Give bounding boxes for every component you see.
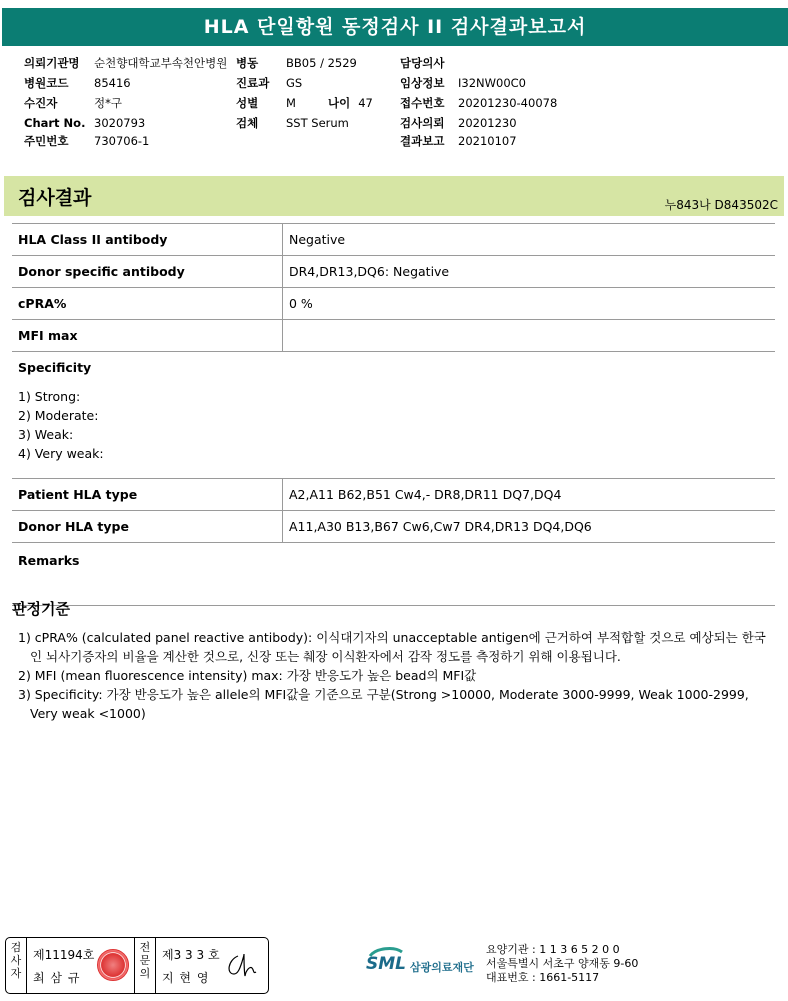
table-row (12, 320, 775, 352)
hla-class-label: HLA Class II antibody (12, 224, 283, 256)
table-row (12, 511, 775, 543)
foundation-name: 삼광의료재단 (410, 961, 474, 974)
specialist-name: 지 현 영 (162, 971, 210, 985)
spec-weak: 3) Weak: (18, 427, 74, 442)
clinical-label: 임상정보 (400, 76, 445, 90)
table-row (12, 288, 775, 320)
criteria-item-mfi: 2) MFI (mean fluorescence intensity) max: 가장 반응도가 높은 bead의 MFI값 (18, 668, 477, 683)
hospital-code-label: 병원코드 (24, 76, 69, 90)
donor-hla-value: A11,A30 B13,B67 Cw6,Cw7 DR4,DR13 DQ4,DQ6 (283, 511, 776, 543)
criteria-title: 판정기준 (12, 600, 70, 618)
dsa-value: DR4,DR13,DQ6: Negative (283, 256, 776, 288)
cpra-value: 0 % (283, 288, 776, 320)
sex-value: M (286, 96, 296, 110)
patient-hla-label: Patient HLA type (12, 479, 283, 511)
spec-very-weak: 4) Very weak: (18, 446, 104, 461)
specialist-license: 제3 3 3 호 (162, 948, 220, 962)
table-row (12, 352, 775, 479)
tester-license: 제11194호 (33, 948, 95, 962)
care-institution-no: 요양기관 : 1 1 3 6 5 2 0 0 (486, 943, 620, 956)
spec-moderate: 2) Moderate: (18, 408, 99, 423)
request-value: 20201230 (458, 116, 517, 130)
receipt-label: 접수번호 (400, 96, 445, 110)
dsa-label: Donor specific antibody (12, 256, 283, 288)
specificity-label: Specificity (18, 360, 92, 375)
recipient-label: 수진자 (24, 96, 58, 110)
hospital-code-value: 85416 (94, 76, 131, 90)
report-value: 20210107 (458, 134, 517, 148)
dept-value: GS (286, 76, 303, 90)
specimen-label: 검체 (236, 116, 259, 130)
age-value: 47 (358, 96, 373, 110)
dept-label: 진료과 (236, 76, 270, 90)
lab-contact (486, 943, 638, 985)
request-label: 검사의뢰 (400, 116, 445, 130)
sml-brand: SML (366, 954, 406, 974)
recipient-value: 정*구 (94, 96, 122, 110)
report-label: 결과보고 (400, 134, 445, 148)
hla-class-value: Negative (283, 224, 776, 256)
mfi-label: MFI max (12, 320, 283, 352)
signature-icon (224, 952, 258, 978)
ward-label: 병동 (236, 56, 259, 70)
remarks-label: Remarks (12, 543, 775, 606)
patient-hla-value: A2,A11 B62,B51 Cw4,- DR8,DR11 DQ7,DQ4 (283, 479, 776, 511)
tester-label: 검사자 (10, 941, 22, 980)
lab-phone: 대표번호 : 1661-5117 (486, 971, 600, 984)
clinical-value: I32NW00C0 (458, 76, 526, 90)
resident-value: 730706-1 (94, 134, 150, 148)
sex-label: 성별 (236, 96, 259, 110)
chart-value: 3020793 (94, 116, 146, 130)
results-heading: 검사결과 (18, 187, 92, 209)
criteria-item-cpra: 1) cPRA% (calculated panel reactive antibody): 이식대기자의 unacceptable antigen에 근거하여 부적합할 것으로 예상되는 한국인 뇌사기증자의 비율을 계산한 것으로, 신장 또는 췌장 이식환자에서 감작 정도를 측정하기 위해 이용됩니다. (18, 630, 766, 664)
institution-label: 의뢰기관명 (24, 56, 80, 70)
signature-box (5, 937, 269, 994)
chart-label: Chart No. (24, 116, 86, 130)
report-title: HLA 단일항원 동정검사 II 검사결과보고서 (2, 8, 788, 46)
table-row (12, 543, 775, 606)
criteria-item-specificity: 3) Specificity: 가장 반응도가 높은 allele의 MFI값을 기준으로 구분(Strong >10000, Moderate 3000-9999, Weak 1000-2999, Very weak <1000) (18, 687, 749, 721)
table-row (12, 256, 775, 288)
table-row (12, 479, 775, 511)
resident-label: 주민번호 (24, 134, 69, 148)
specialist-label: 전문의 (139, 941, 151, 980)
receipt-value: 20201230-40078 (458, 96, 558, 110)
specificity-cell (12, 352, 775, 479)
institution-value: 순천향대학교부속천안병원 (94, 56, 228, 70)
criteria-list (18, 628, 770, 723)
mfi-value (283, 320, 776, 352)
specimen-value: SST Serum (286, 116, 349, 130)
age-label: 나이 (328, 96, 351, 110)
ward-value: BB05 / 2529 (286, 56, 357, 70)
donor-hla-label: Donor HLA type (12, 511, 283, 543)
seal-stamp-icon (97, 949, 129, 981)
results-section-header (4, 176, 784, 216)
results-table (12, 223, 775, 606)
test-code: 누843나 D843502C (664, 198, 778, 212)
lab-address: 서울특별시 서초구 양재동 9-60 (486, 957, 639, 970)
table-row (12, 224, 775, 256)
tester-name: 최 삼 규 (33, 971, 81, 985)
spec-strong: 1) Strong: (18, 389, 81, 404)
doctor-label: 담당의사 (400, 56, 445, 70)
cpra-label: cPRA% (12, 288, 283, 320)
